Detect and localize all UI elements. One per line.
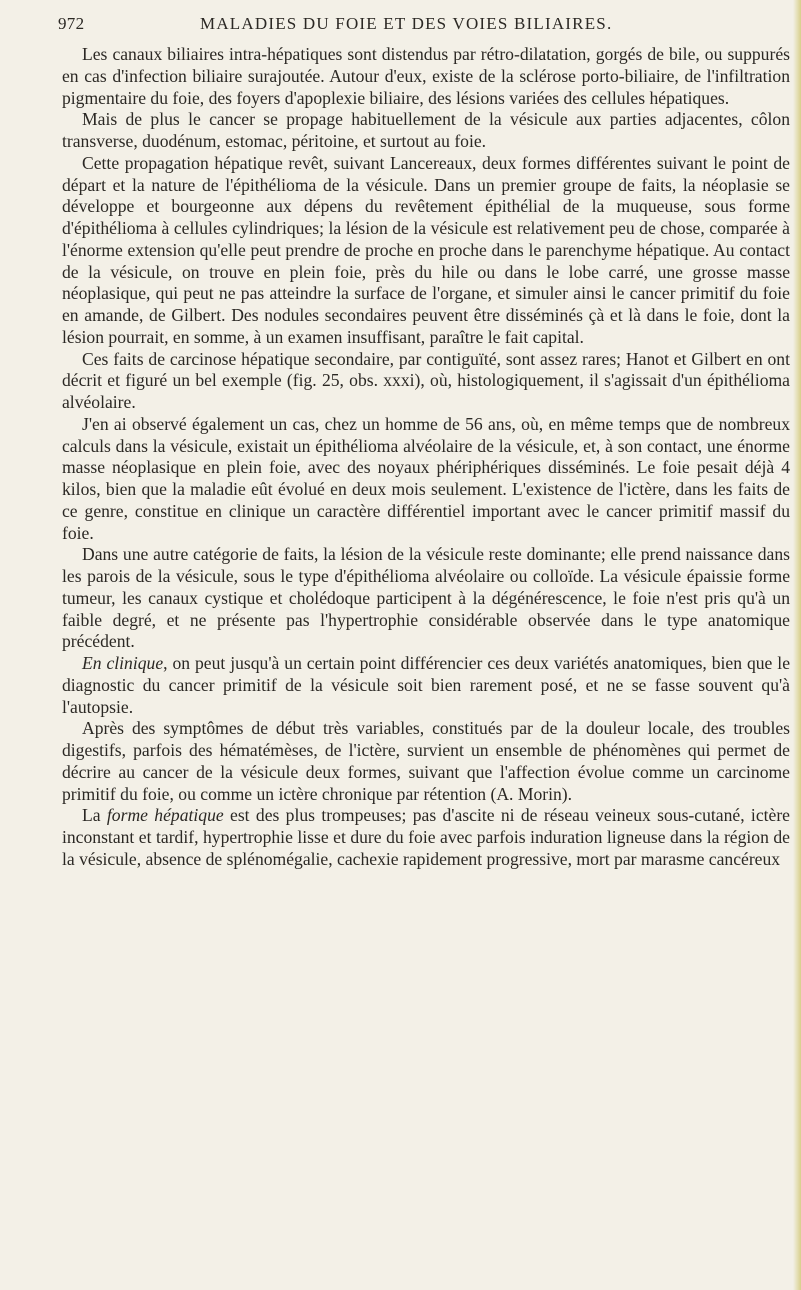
italic-lead: forme hépatique <box>106 805 224 826</box>
page-header <box>58 10 790 36</box>
paragraph: Ces faits de carcinose hépatique secondaire, par contiguïté, sont assez rares; Hanot et Gilbert en ont décrit et figuré un bel exemple (fig. 25, obs. xxxi), où, histologiquement, il s'agissait d'un épithélioma alvéolaire. <box>62 348 790 412</box>
paragraph: La forme hépatique est des plus trompeuses; pas d'ascite ni de réseau veineux sous-cutané, ictère inconstant et tardif, hypertrophie lisse et dure du foie avec parfois induration ligneuse dans la région de la vésicule, absence de splénomégalie, cachexie rapidement progressive, mort par marasme cancéreux <box>62 805 790 869</box>
paragraph: Mais de plus le cancer se propage habituellement de la vésicule aux parties adjacentes, côlon transverse, duodénum, estomac, péritoine, et surtout au foie. <box>62 109 790 151</box>
paragraph: J'en ai observé également un cas, chez un homme de 56 ans, où, en même temps que de nombreux calculs dans la vésicule, existait un épithélioma alvéolaire de la vésicule, et, à son contact, une énorme masse néoplasique en plein foie, avec des noyaux phériphériques disséminés. Le foie pesait déjà 4 kilos, bien que la maladie eût évolué en deux mois seulement. L'existence de l'ictère, dans les faits de ce genre, constitue en clinique un caractère différentiel important avec le cancer primitif massif du foie. <box>62 413 790 543</box>
paragraph: Dans une autre catégorie de faits, la lésion de la vésicule reste dominante; elle prend naissance dans les parois de la vésicule, sous le type d'épithélioma alvéolaire ou colloïde. La vésicule épaissie forme tumeur, les canaux cystique et cholédoque participent à la dégénérescence, le foie n'est pris qu'à un faible degré, et ne présente pas l'hypertrophie considérable observée dans le type anatomique précédent. <box>62 544 790 652</box>
paragraph: En clinique, on peut jusqu'à un certain point différencier ces deux variétés anatomiques, bien que le diagnostic du cancer primitif de la vésicule soit bien rarement posé, et ne se fasse souvent qu'à l'autopsie. <box>62 653 790 717</box>
book-page <box>58 10 790 871</box>
running-title: MALADIES DU FOIE ET DES VOIES BILIAIRES. <box>200 14 613 33</box>
paragraph: Les canaux biliaires intra-hépatiques sont distendus par rétro-dilatation, gorgés de bile, ou suppurés en cas d'infection biliaire surajoutée. Autour d'eux, existe de la sclérose porto-biliaire, de l'infiltration pigmentaire du foie, des foyers d'apoplexie biliaire, des lésions variées des cellules hépatiques. <box>62 44 790 108</box>
paragraph: Cette propagation hépatique revêt, suivant Lancereaux, deux formes différentes suivant le point de départ et la nature de l'épithélioma de la vésicule. Dans un premier groupe de faits, la néoplasie se développe et bourgeonne aux dépens du revêtement épithélial de la muqueuse, sous forme d'épithélioma à cellules cylindriques; la lésion de la vésicule est relativement peu de chose, comparée à l'énorme extension qu'elle peut prendre de proche en proche dans le parenchyme hépatique. Au contact de la vésicule, on trouve en plein foie, près du hile ou dans le lobe carré, une grosse masse néoplasique, qui peut ne pas atteindre la surface de l'organe, et simuler ainsi le cancer primitif du foie en amande, de Gilbert. Des nodules secondaires peuvent être disséminés çà et là dans le foie, dont la lésion pourrait, en somme, à un examen insuffisant, paraître le fait capital. <box>62 152 790 347</box>
page-number: 972 <box>58 14 85 33</box>
body-text <box>62 44 790 871</box>
paragraph: Après des symptômes de début très variables, constitués par de la douleur locale, des troubles digestifs, parfois des hématémèses, de l'ictère, survient un ensemble de phénomènes qui permet de décrire au cancer de la vésicule deux formes, suivant que l'affection évolue comme un carcinome primitif du foie, ou comme un ictère chronique par rétention (A. Morin). <box>62 718 790 804</box>
page-edge-shadow <box>793 0 801 1290</box>
italic-lead: En clinique <box>82 653 164 673</box>
